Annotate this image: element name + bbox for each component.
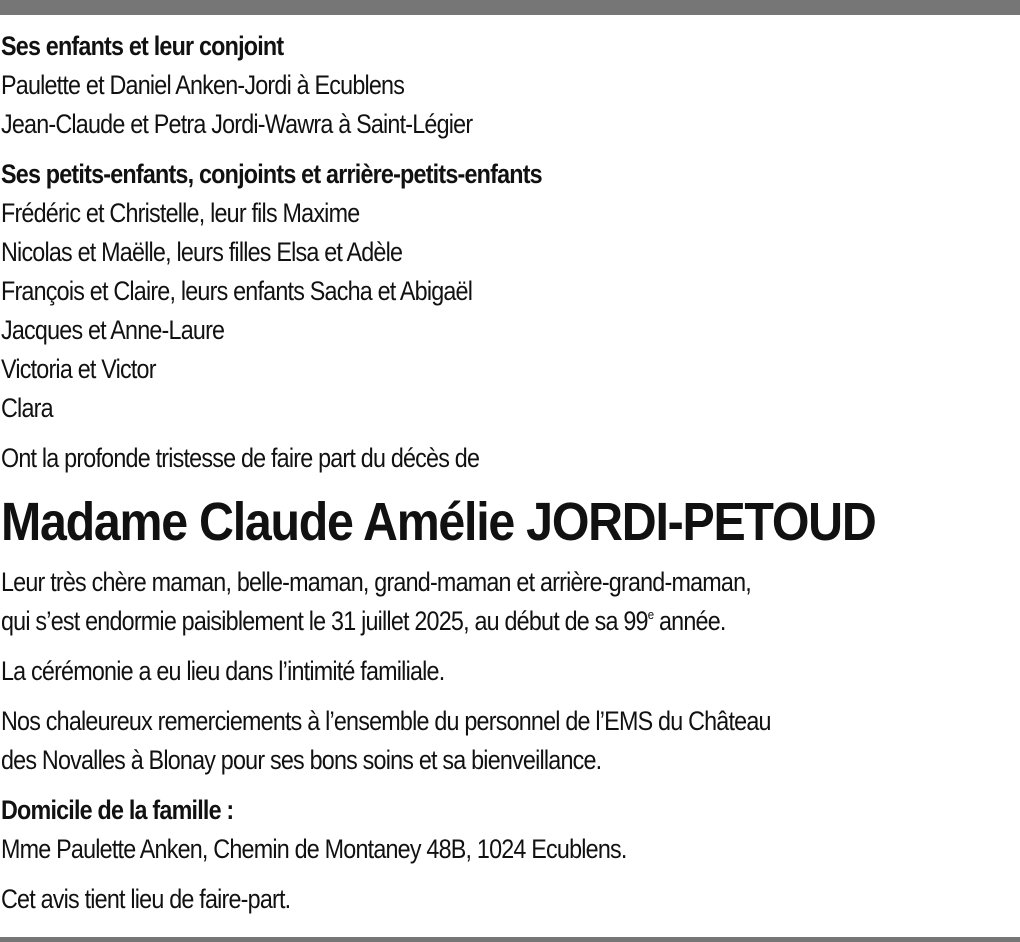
children-heading: Ses enfants et leur conjoint: [1, 31, 284, 61]
grandchild-line: Nicolas et Maëlle, leurs filles Elsa et Adèle: [1, 237, 403, 267]
grandchild-line: Frédéric et Christelle, leur fils Maxime: [1, 198, 360, 228]
thanks-line: Nos chaleureux remerciements à l’ensemble du personnel de l’EMS du Château: [1, 706, 771, 736]
closing-text: Cet avis tient lieu de faire-part.: [1, 884, 291, 914]
description-text: qui s’est endormie paisiblement le 31 juillet 2025, au début de sa 99: [1, 606, 648, 636]
bottom-rule: [0, 937, 1020, 942]
grandchild-line: Clara: [1, 393, 53, 423]
grandchild-line: François et Claire, leurs enfants Sacha et Abigaël: [1, 276, 473, 306]
grandchildren-heading: Ses petits-enfants, conjoints et arrière-petits-enfants: [1, 159, 542, 189]
grandchildren-section: [1, 155, 1020, 428]
thanks-line: des Novalles à Blonay pour ses bons soins et sa bienveillance.: [1, 745, 602, 775]
child-line: Paulette et Daniel Anken-Jordi à Ecublens: [1, 70, 405, 100]
grandchild-line: Victoria et Victor: [1, 354, 156, 384]
family-address-heading: Domicile de la famille :: [1, 795, 234, 825]
children-section: [1, 27, 1020, 144]
thanks-section: [1, 702, 1020, 780]
ordinal-suffix: e: [647, 607, 654, 622]
grandchild-line: Jacques et Anne-Laure: [1, 315, 225, 345]
deceased-name: Madame Claude Amélie JORDI-PETOUD: [1, 492, 876, 552]
announcement-text: Ont la profonde tristesse de faire part du décès de: [1, 443, 480, 473]
description-text-end: année.: [653, 606, 726, 636]
description-line: Leur très chère maman, belle-maman, grand-maman et arrière-grand-maman,: [1, 567, 751, 597]
family-address: Mme Paulette Anken, Chemin de Montaney 48B, 1024 Ecublens.: [1, 834, 627, 864]
description-line: [1, 602, 898, 641]
family-address-section: [1, 791, 1020, 869]
child-line: Jean-Claude et Petra Jordi-Wawra à Saint-Légier: [1, 109, 473, 139]
description-section: [1, 563, 1020, 641]
ceremony-text: La cérémonie a eu lieu dans l’intimité familiale.: [1, 656, 445, 686]
obituary-notice: [1, 27, 1020, 919]
top-rule: [0, 0, 1020, 15]
